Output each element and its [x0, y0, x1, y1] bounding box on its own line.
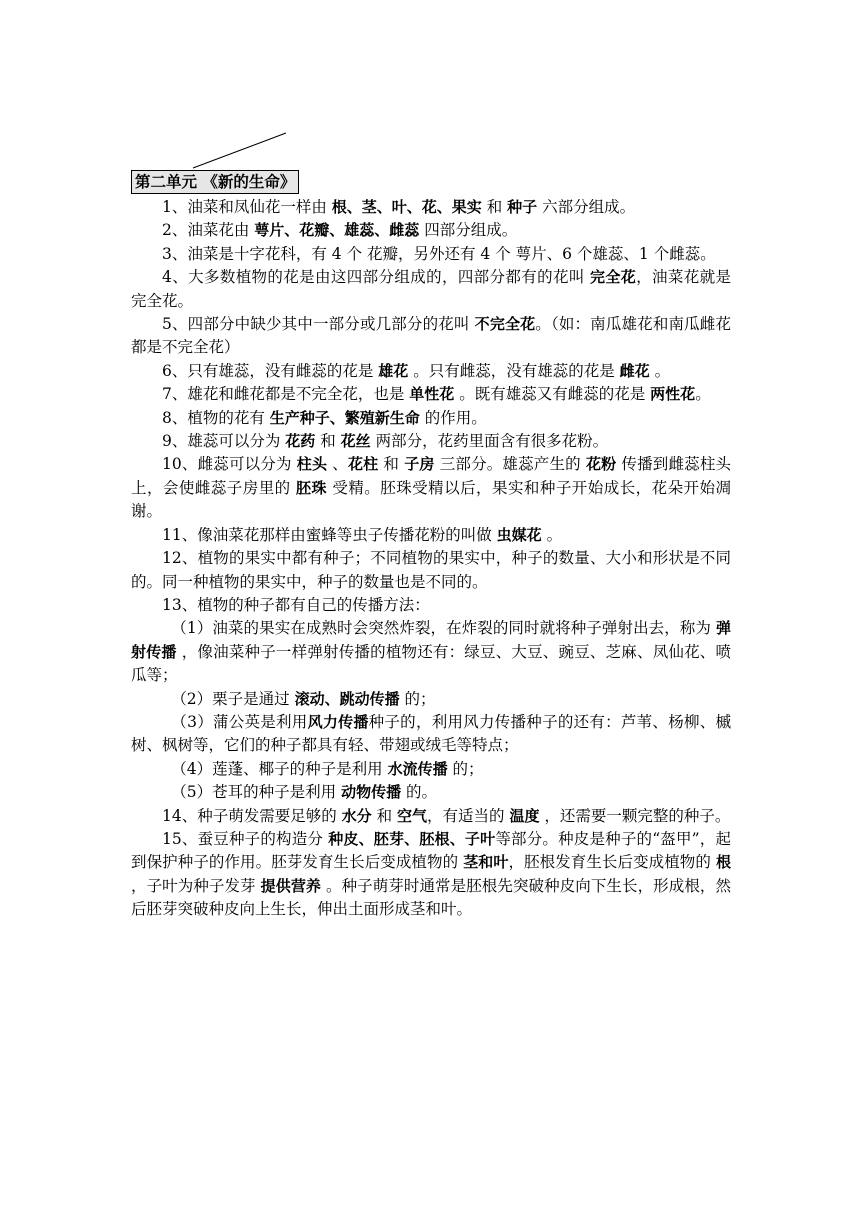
- list-item: [131, 594, 731, 617]
- text-run: （1）油菜的果实在成熟时会突然炸裂，在炸裂的同时就将种子弹射出去，称为: [171, 619, 716, 638]
- list-item: [131, 219, 731, 242]
- list-item: [131, 547, 731, 594]
- key-term: 滚动、跳动传播: [294, 689, 400, 708]
- text-run: 。: [649, 361, 671, 380]
- key-term: 雄花: [378, 361, 409, 380]
- key-term: 花药: [285, 432, 316, 451]
- text-run: 5、四部分中缺少其中一部分或几部分的花叫: [162, 315, 475, 334]
- key-term: 萼片、花瓣、雄蕊、雌蕊: [254, 221, 420, 240]
- document-body: [131, 196, 731, 922]
- text-run: ，有适当的: [427, 806, 510, 825]
- list-item: [131, 524, 731, 547]
- text-run: 种子的，利用风力传播种子的还有：芦苇、杨柳、槭树、枫树等，它们的种子都具有轻、带翅或绒毛等特点；: [131, 712, 731, 755]
- key-term: 花丝: [340, 432, 371, 451]
- key-term: 柱头: [296, 455, 328, 474]
- text-run: ，还需要一颗完整的种子。: [539, 806, 731, 825]
- key-term: 两性花: [650, 385, 696, 404]
- text-run: 。: [695, 385, 711, 404]
- key-term: 水分: [341, 806, 372, 825]
- list-item: [131, 407, 731, 430]
- key-term: 单性花: [409, 385, 455, 404]
- key-term: 种皮、胚芽、胚根、子叶: [328, 829, 496, 848]
- text-run: 的。: [401, 783, 438, 802]
- key-term: 茎和叶: [463, 853, 509, 872]
- key-term: 虫媒花: [496, 525, 542, 544]
- list-item: [131, 243, 731, 266]
- list-item: [131, 383, 731, 406]
- list-item: [131, 688, 731, 711]
- text-run: 8、植物的花有: [162, 408, 270, 427]
- list-item: [131, 453, 731, 523]
- list-item: [131, 805, 731, 828]
- text-run: 和: [371, 806, 398, 825]
- key-term: 空气: [397, 806, 428, 825]
- key-term: 种子: [507, 198, 538, 216]
- key-term: 温度: [509, 806, 540, 825]
- text-run: 和: [378, 455, 405, 474]
- decorative-diagonal-line: [0, 0, 860, 200]
- text-run: 两部分，花药里面含有很多花粉。: [370, 432, 609, 451]
- text-run: 的；: [399, 689, 436, 708]
- list-item: [131, 313, 731, 360]
- key-term: 不完全花: [474, 315, 536, 334]
- list-item: [131, 758, 731, 781]
- text-run: ，子叶为种子发芽: [131, 876, 261, 895]
- key-term: 弹射传播: [131, 619, 731, 661]
- key-term: 胚珠: [296, 478, 327, 497]
- text-run: （4）莲蓬、椰子的种子是利用: [171, 759, 388, 778]
- text-run: 12、植物的果实中都有种子；不同植物的果实中，种子的数量、大小和形状是不同的。同一种植物的果实中，种子的数量也是不同的。: [131, 549, 731, 591]
- text-run: 15、蚕豆种子的构造分: [162, 829, 329, 848]
- text-run: （5）苍耳的种子是利用: [171, 783, 342, 802]
- text-run: 等部分。种皮是种子的“盔甲”，起到保护种子的作用。胚芽发育生长后变成植物的: [131, 829, 731, 872]
- text-run: 四部分组成。: [419, 221, 518, 240]
- text-run: ，像油菜种子一样弹射传播的植物还有：绿豆、大豆、豌豆、芝麻、凤仙花、喷瓜等；: [131, 642, 731, 685]
- text-run: 。种子萌芽时通常是胚根先突破种皮向下生长，形成根，然后胚芽突破种皮向上生长，伸出土面形成茎和叶。: [131, 876, 731, 919]
- text-run: 10、雌蕊可以分为: [162, 455, 297, 474]
- text-run: 三部分。雄蕊产生的: [434, 455, 586, 474]
- key-term: 花粉: [585, 455, 617, 474]
- key-term: 完全花: [590, 268, 637, 287]
- text-run: 。只有雌蕊，没有雄蕊的花是: [408, 361, 620, 380]
- text-run: （2）栗子是通过: [171, 689, 295, 708]
- list-item: [131, 781, 731, 804]
- text-run: 3、油菜是十字花科，有 4 个 花瓣，另外还有 4 个 萼片、6 个雄蕊、1 个雌蕊。: [162, 244, 716, 263]
- list-item: [131, 266, 731, 313]
- key-term: 提供营养: [260, 876, 321, 895]
- text-run: （3）蒲公英是利用: [171, 712, 308, 731]
- text-run: 1、油菜和凤仙花一样由: [162, 198, 332, 216]
- text-run: 。（如：南瓜雄花和南瓜雌花都是不完全花）: [131, 315, 731, 357]
- unit-title: 第二单元 《新的生命》: [131, 170, 299, 194]
- key-term: 水流传播: [387, 759, 448, 778]
- key-term: 花柱: [347, 455, 379, 474]
- text-run: 和: [481, 198, 508, 216]
- text-run: 六部分组成。: [537, 198, 636, 216]
- list-item: [131, 711, 731, 758]
- text-run: 。既有雄蕊又有雌蕊的花是: [454, 385, 651, 404]
- text-run: 4、大多数植物的花是由这四部分组成的，四部分都有的花叫: [162, 268, 591, 287]
- text-run: 2、油菜花由: [162, 221, 255, 240]
- key-term: 根、茎、叶、花、果实: [331, 198, 482, 216]
- text-run: 11、像油菜花那样由蜜蜂等虫子传播花粉的叫做: [162, 525, 497, 544]
- list-item: [131, 196, 731, 219]
- text-run: ，油菜花就是完全花。: [131, 268, 731, 310]
- key-term: 子房: [404, 455, 435, 474]
- text-run: 7、雄花和雌花都是不完全花，也是: [162, 385, 410, 404]
- text-run: 14、种子萌发需要足够的: [162, 806, 342, 825]
- text-run: 的；: [447, 759, 484, 778]
- text-run: 9、雄蕊可以分为: [162, 432, 286, 451]
- text-run: 和: [315, 432, 341, 451]
- key-term: 风力传播: [307, 712, 369, 731]
- text-run: 。: [541, 525, 563, 544]
- list-item: [131, 828, 731, 922]
- text-run: 、: [327, 455, 348, 474]
- text-run: 13、植物的种子都有自己的传播方法：: [162, 595, 430, 614]
- list-item: [131, 430, 731, 453]
- text-run: 受精。胚珠受精以后，果实和种子开始成长，花朵开始凋谢。: [131, 478, 731, 521]
- key-term: 根: [715, 853, 731, 872]
- list-item: [131, 360, 731, 383]
- list-item: [131, 617, 731, 687]
- key-term: 生产种子、繁殖新生命: [269, 408, 420, 427]
- key-term: 动物传播: [341, 783, 402, 802]
- text-run: 的作用。: [419, 408, 487, 427]
- text-run: 传播到雌蕊柱头上，会使雌蕊子房里的: [131, 455, 732, 497]
- text-run: 6、只有雄蕊，没有雌蕊的花是: [162, 361, 379, 380]
- key-term: 雌花: [619, 361, 650, 380]
- text-run: ，胚根发育生长后变成植物的: [508, 853, 716, 872]
